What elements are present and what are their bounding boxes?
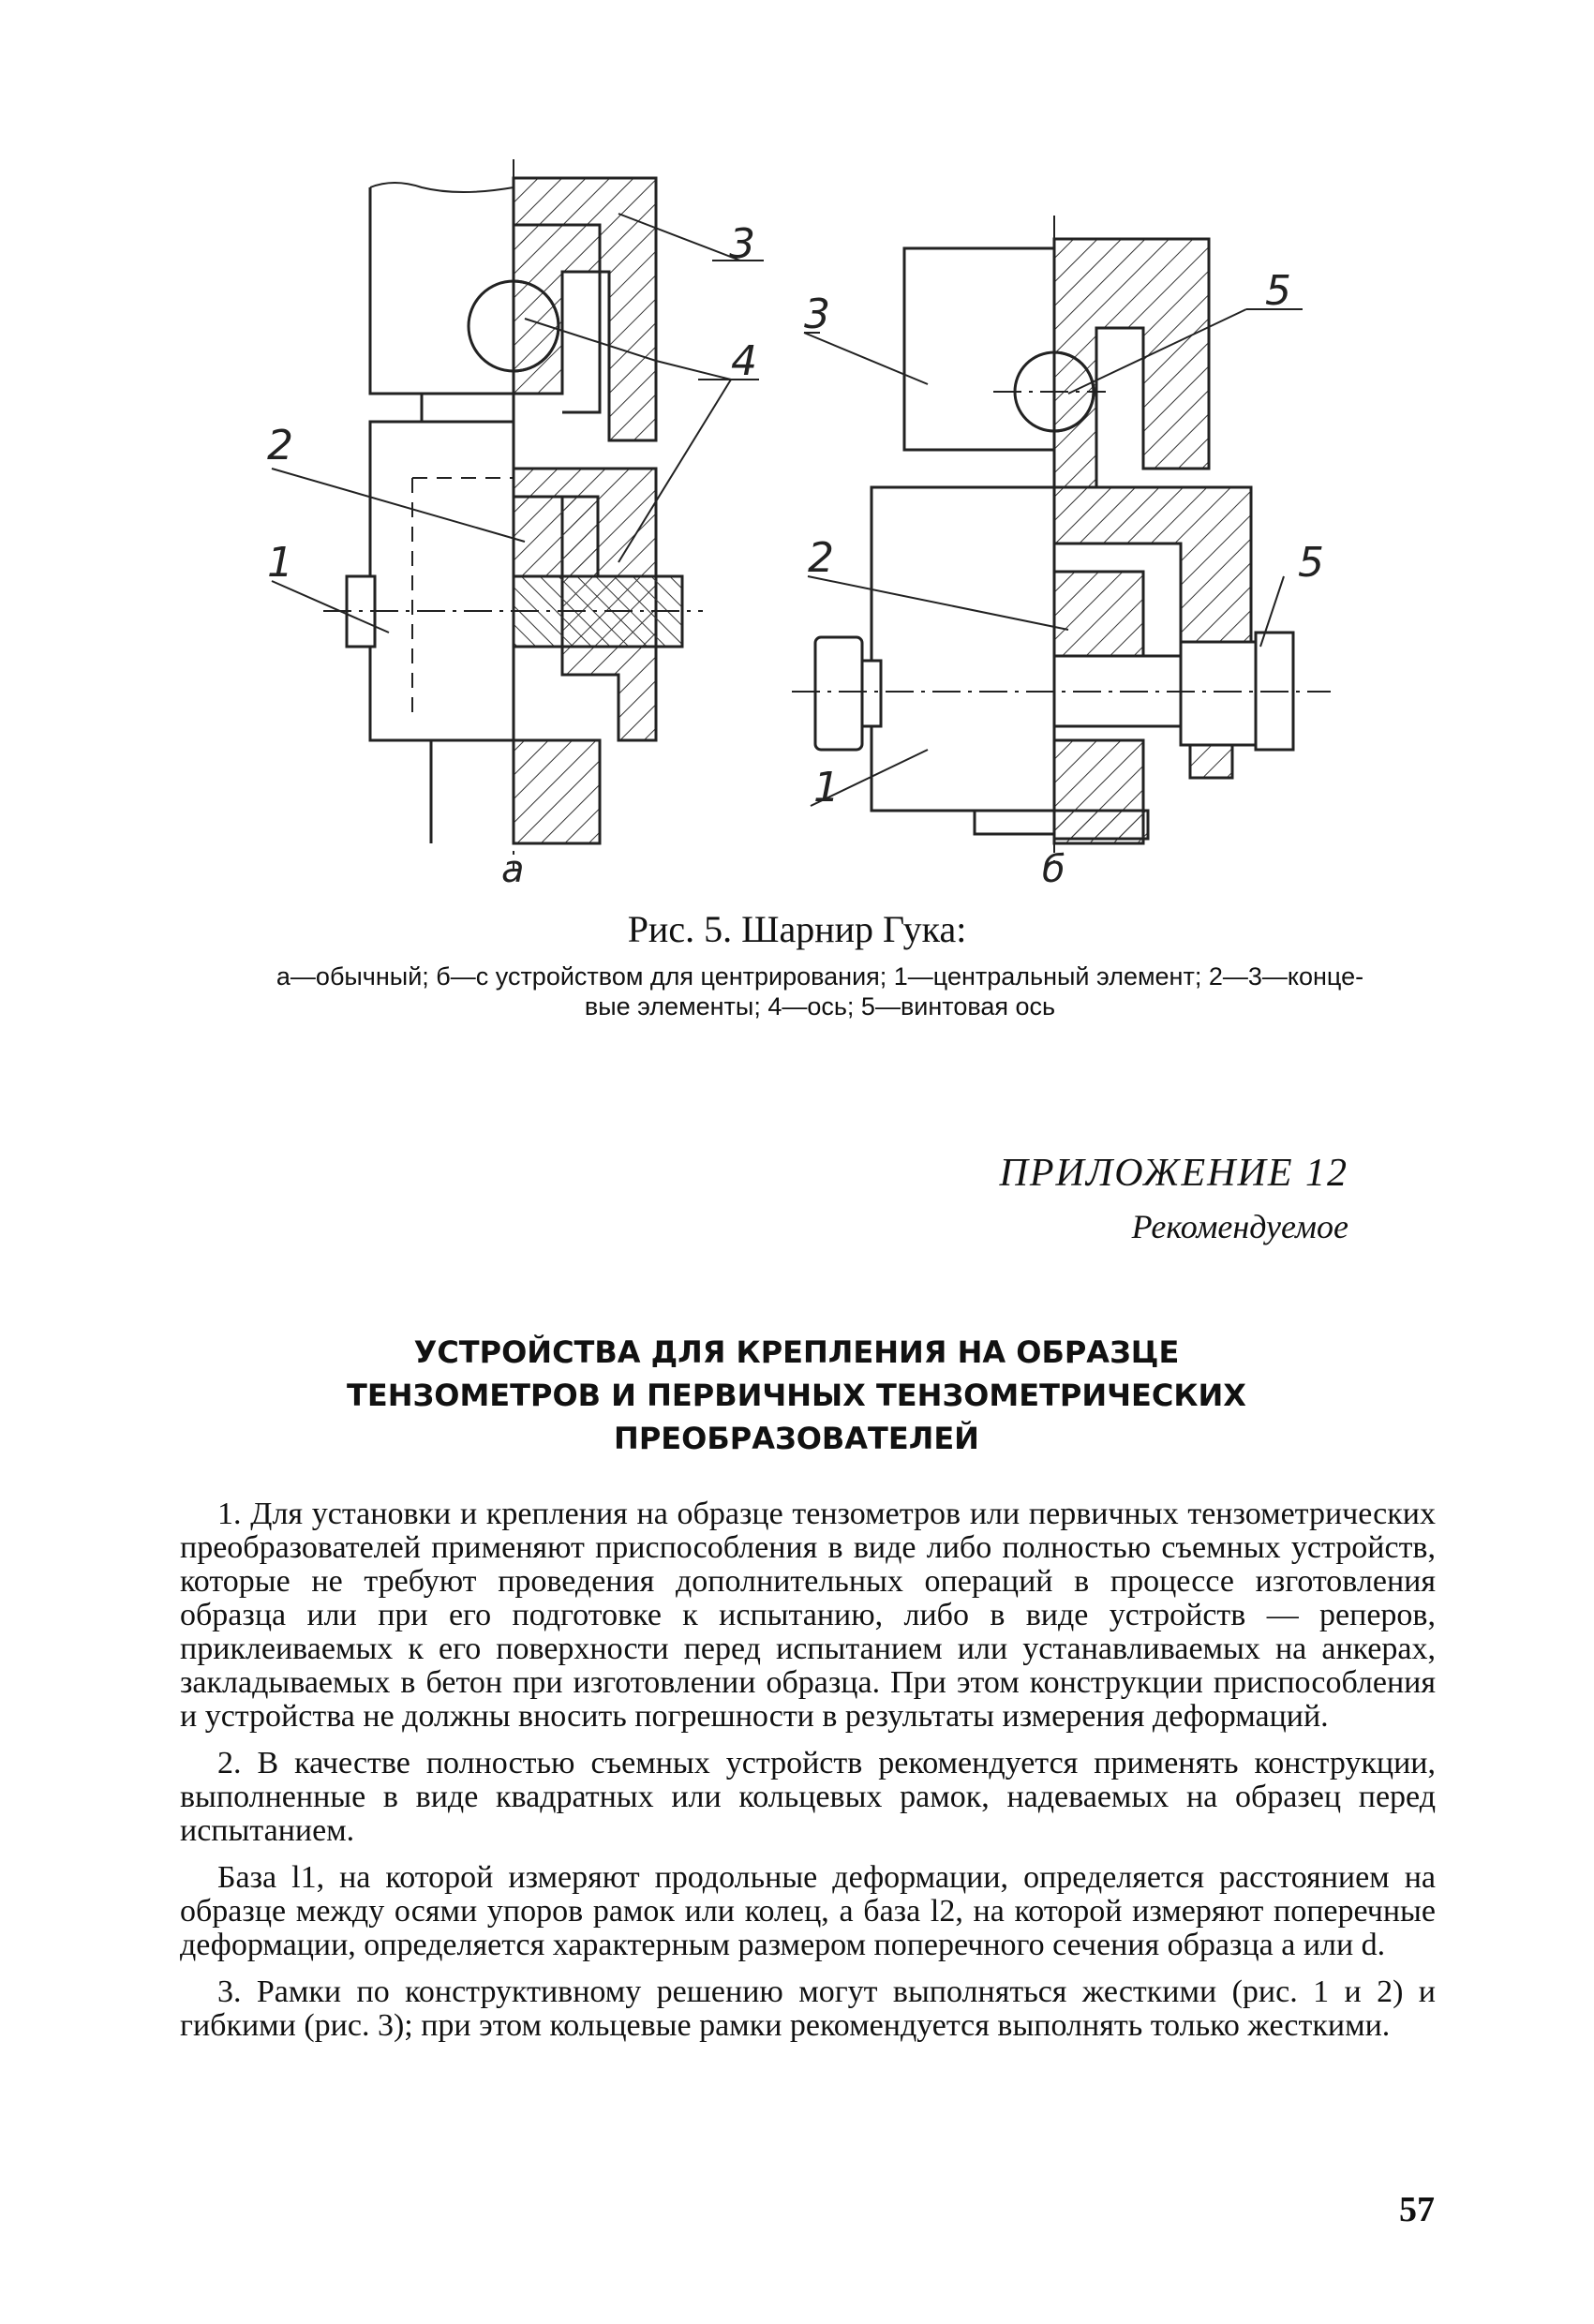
section-title	[281, 1331, 1312, 1460]
fig-a-subfigure-label: а	[501, 848, 525, 891]
body-text	[180, 1497, 1436, 2056]
section-title-line-3: ПРЕОБРАЗОВАТЕЛЕЙ	[614, 1421, 979, 1456]
fig-b-label-3: 3	[804, 290, 830, 338]
fig-b-label-1: 1	[813, 764, 840, 812]
hooke-joint-figure	[0, 0, 1594, 900]
figure-a-drawing	[272, 159, 764, 872]
fig-b-label-5-right: 5	[1298, 539, 1324, 587]
fig-b-label-2: 2	[808, 534, 834, 582]
paragraph-3: База l1, на которой измеряют продольные деформации, определяется расстоянием на образце между осями упоров рамок или колец, а база l2, на которой измеряют поперечные деформации, определяется характерным размером поперечного сечения образца a или d.	[180, 1860, 1436, 1962]
fig-a-label-2: 2	[267, 422, 293, 469]
fig-b-subfigure-label: б	[1042, 848, 1065, 891]
fig-a-label-4: 4	[731, 337, 757, 385]
fig-a-label-1: 1	[267, 539, 293, 587]
caption-line-2: вые элементы; 4—ось; 5—винтовая ось	[584, 992, 1056, 1020]
section-title-line-2: ТЕНЗОМЕТРОВ И ПЕРВИЧНЫХ ТЕНЗОМЕТРИЧЕСКИХ	[347, 1378, 1246, 1413]
paragraph-1: 1. Для установки и крепления на образце тензометров или первичных тензометрических преобразователей применяют приспособления в виде либо полностью съемных устройств, которые не требуют проведения дополнительных операций в процессе изготовления образца или при его подготовке к испытанию, либо в виде устройств — реперов, приклеиваемых к его поверхности перед испытанием или устанавливаемых на анкерах, закладываемых в бетон при изготовлении образца. При этом конструкции приспособления и устройства не должны вносить погрешности в результаты измерения деформаций.	[180, 1497, 1436, 1734]
figure-caption-title: Рис. 5. Шарнир Гука:	[627, 908, 967, 950]
appendix-number: ПРИЛОЖЕНИЕ 12	[999, 1152, 1348, 1195]
appendix-header	[955, 1151, 1348, 1246]
paragraph-4: 3. Рамки по конструктивному решению могут выполняться жесткими (рис. 1 и 2) и гибкими (рис. 3); при этом кольцевые рамки рекомендуется выполнять только жесткими.	[180, 1974, 1436, 2043]
figure-b-drawing	[792, 216, 1331, 862]
figure-caption-legend	[216, 961, 1424, 1021]
paragraph-2: 2. В качестве полностью съемных устройств рекомендуется применять конструкции, выполненные в виде квадратных или кольцевых рамок, надеваемых на образец перед испытанием.	[180, 1746, 1436, 1848]
appendix-status: Рекомендуемое	[1131, 1208, 1348, 1245]
fig-a-label-3: 3	[729, 220, 755, 268]
section-title-line-1: УСТРОЙСТВА ДЛЯ КРЕПЛЕНИЯ НА ОБРАЗЦЕ	[413, 1334, 1180, 1370]
page-number: 57	[1399, 2190, 1435, 2229]
fig-b-label-5-top: 5	[1265, 267, 1291, 315]
caption-line-1: а—обычный; б—с устройством для центрирования; 1—центральный элемент; 2—3—конце-	[276, 962, 1364, 991]
